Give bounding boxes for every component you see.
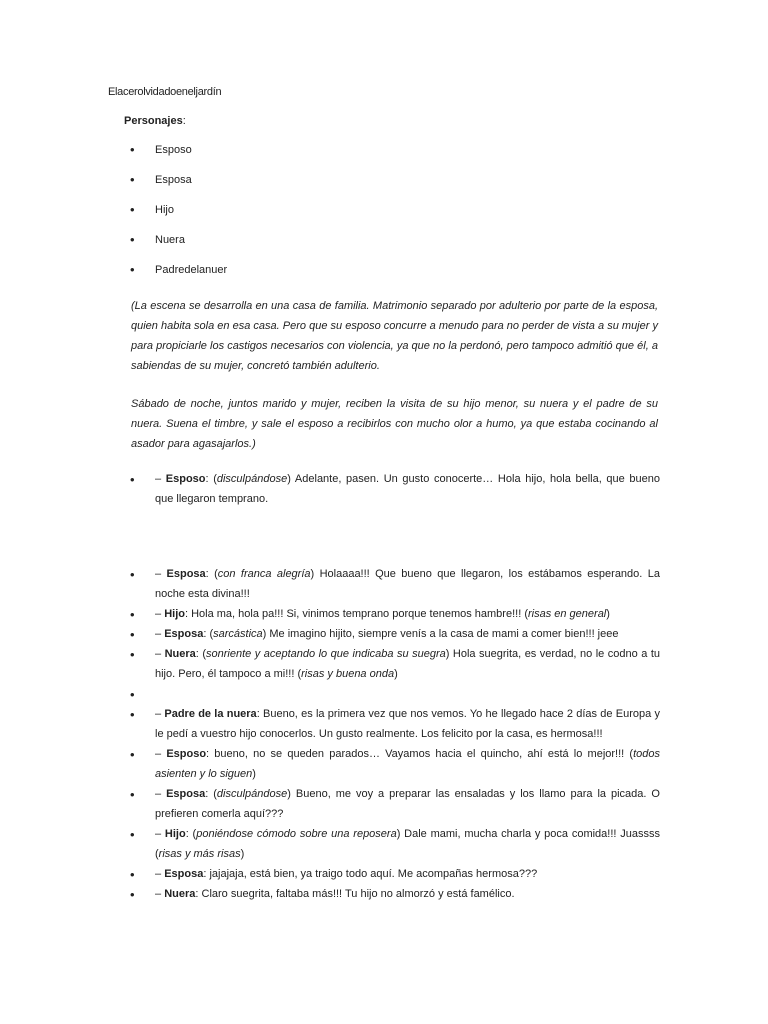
bullet-icon: •	[130, 827, 135, 842]
stage-note: poniéndose cómodo sobre una reposera	[196, 828, 397, 840]
dialogue-block	[130, 564, 660, 904]
dialogue-line: • – Padre de la nuera: Bueno, es la primera vez que nos vemos. Yo he llegado hace 2 días de Europa y le pedí a vuestro hijo conocerlos. Un gusto realmente. Los felicito por la casa, es hermosa!!!	[130, 707, 660, 740]
stage-note: risas en general	[527, 608, 607, 620]
line-text: Me imagino hijito, siempre venís a la casa de mami a comer bien!!! jeee	[266, 628, 619, 640]
speaker-name: Nuera	[164, 648, 196, 660]
line-text: Claro suegrita, faltaba más!!! Tu hijo no almorzó y está famélico.	[198, 888, 515, 900]
bullet-icon: •	[130, 647, 135, 662]
line-text: Dale mami, mucha charla y poca comida!!! Juassss	[400, 828, 660, 840]
dialogue-line: • – Hijo: Hola ma, hola pa!!! Si, vinimos temprano porque tenemos hambre!!! (risas en general)	[130, 604, 660, 624]
speaker-name: Hijo	[164, 828, 186, 840]
dialogue-line: • – Esposa: jajajaja, está bien, ya traigo todo aquí. Me acompañas hermosa???	[130, 864, 660, 884]
dialogue-line: • – Nuera: (sonriente y aceptando lo que indicaba su suegra) Hola suegrita, es verdad, no le codno a tu hijo. Pero, él tampoco a mi!!! (risas y buena onda)	[130, 647, 660, 680]
stage-note: con franca alegría	[217, 568, 311, 580]
bullet-icon: •	[130, 172, 135, 187]
stage-direction: (La escena se desarrolla en una casa de familia. Matrimonio separado por adulterio por parte de la esposa, quien habita sola en esa casa. Pero que su esposo concurre a menudo para no perder de vista a su mujer y para propiciarle los castigos necesarios con violencia, ya que no la perdonó, pero tampoco admitió que él, a sabiendas de su mujer, concretó también adulterio.	[131, 300, 658, 372]
bullet-icon: •	[130, 787, 135, 802]
line-text: Bueno, me voy a preparar las ensaladas y los llamo para la picada. O prefieren comerla aquí???	[155, 788, 660, 820]
bullet-icon: •	[130, 472, 135, 487]
dialogue-line: • – Esposo: (disculpándose) Adelante, pasen. Un gusto conocerte… Hola hijo, hola bella, que bueno que llegaron temprano.	[130, 472, 660, 505]
list-item	[130, 200, 430, 230]
speaker-name: Esposa	[166, 788, 206, 800]
bullet-icon: •	[130, 747, 135, 762]
list-item	[130, 230, 430, 260]
line-text: jajajaja, está bien, ya traigo todo aquí. Me acompañas hermosa???	[206, 868, 538, 880]
line-text: bueno, no se queden parados… Vayamos hacia el quincho, ahí está lo mejor!!!	[209, 748, 630, 760]
stage-note: risas y buena onda	[301, 668, 395, 680]
bullet-icon: •	[130, 607, 135, 622]
dialogue-line: • – Esposo: bueno, no se queden parados… Vayamos hacia el quincho, ahí está lo mejor!!! (todos asienten y lo siguen)	[130, 747, 660, 780]
characters-heading: Personajes:	[124, 115, 186, 127]
speaker-name: Padre de la nuera	[164, 708, 257, 720]
bullet-icon: •	[130, 262, 135, 277]
stage-note: sonriente y aceptando lo que indicaba su suegra	[206, 648, 446, 660]
stage-note: risas y más risas	[158, 848, 241, 860]
speaker-name: Nuera	[164, 888, 196, 900]
line-text: Adelante, pasen. Un gusto conocerte… Hola hijo, hola bella, que bueno que llegaron temprano.	[155, 473, 660, 505]
stage-note: sarcástica	[213, 628, 263, 640]
dialogue-block	[130, 469, 660, 509]
character-name: Nuera	[155, 234, 185, 246]
list-item	[130, 140, 430, 170]
dialogue-line: • – Hijo: (poniéndose cómodo sobre una reposera) Dale mami, mucha charla y poca comida!!! Juassss (risas y más risas)	[130, 827, 660, 860]
speaker-name: Esposo	[166, 748, 207, 760]
bullet-icon: •	[130, 867, 135, 882]
bullet-icon: •	[130, 707, 135, 722]
dialogue-line: • – Esposa: (sarcástica) Me imagino hijito, siempre venís a la casa de mami a comer bien!!! jeee	[130, 624, 660, 644]
speaker-name: Esposa	[164, 628, 204, 640]
bullet-icon: •	[130, 202, 135, 217]
speaker-name: Esposa	[166, 568, 206, 580]
speaker-name: Esposa	[164, 868, 204, 880]
list-item	[130, 260, 430, 290]
bullet-icon: •	[130, 567, 135, 582]
stage-note: disculpándose	[216, 473, 288, 485]
bullet-icon: •	[130, 627, 135, 642]
dialogue-line: • – Esposa: (disculpándose) Bueno, me voy a preparar las ensaladas y los llamo para la picada. O prefieren comerla aquí???	[130, 787, 660, 820]
speaker-name: Esposo	[165, 473, 206, 485]
stage-note: todos asienten y lo siguen	[155, 748, 660, 780]
bullet-icon: •	[130, 887, 135, 902]
dialogue-line: • – Nuera: Claro suegrita, faltaba más!!! Tu hijo no almorzó y está famélico.	[130, 884, 660, 904]
list-item	[130, 170, 430, 200]
line-text: Hola suegrita, es verdad, no le codno a tu hijo. Pero, él tampoco a mi!!!	[155, 648, 660, 680]
line-text: Hola ma, hola pa!!! Si, vinimos temprano porque tenemos hambre!!!	[188, 608, 525, 620]
line-text: Holaaaa!!! Que bueno que llegaron, los estábamos esperando. La noche esta divina!!!	[155, 568, 660, 600]
character-name: Padredelanuer	[155, 264, 228, 276]
bullet-icon: •	[130, 687, 135, 702]
speaker-name: Hijo	[164, 608, 185, 620]
document-title: Elacerolvidadoeneljardín	[108, 86, 222, 98]
bullet-icon: •	[130, 232, 135, 247]
characters-heading-label: Personajes	[124, 115, 183, 127]
character-name: Esposo	[155, 144, 192, 156]
dialogue-line: • – Esposa: (con franca alegría) Holaaaa!!! Que bueno que llegaron, los estábamos esperando. La noche esta divina!!!	[130, 567, 660, 600]
character-name: Hijo	[155, 204, 174, 216]
stage-note: disculpándose	[216, 788, 288, 800]
character-name: Esposa	[155, 174, 192, 186]
empty-dialogue-line	[130, 684, 660, 704]
bullet-icon: •	[130, 142, 135, 157]
stage-direction: Sábado de noche, juntos marido y mujer, reciben la visita de su hijo menor, su nuera y el padre de su nuera. Suena el timbre, y sale el esposo a recibirlos con mucho olor a humo, ya que estaba cocinando al asador para agasajarlos.)	[131, 398, 658, 450]
line-text: Bueno, es la primera vez que nos vemos. Yo he llegado hace 2 días de Europa y le pedí a vuestro hijo conocerlos. Un gusto realmente. Los felicito por la casa, es hermosa!!!	[155, 708, 660, 740]
characters-list	[130, 140, 430, 290]
